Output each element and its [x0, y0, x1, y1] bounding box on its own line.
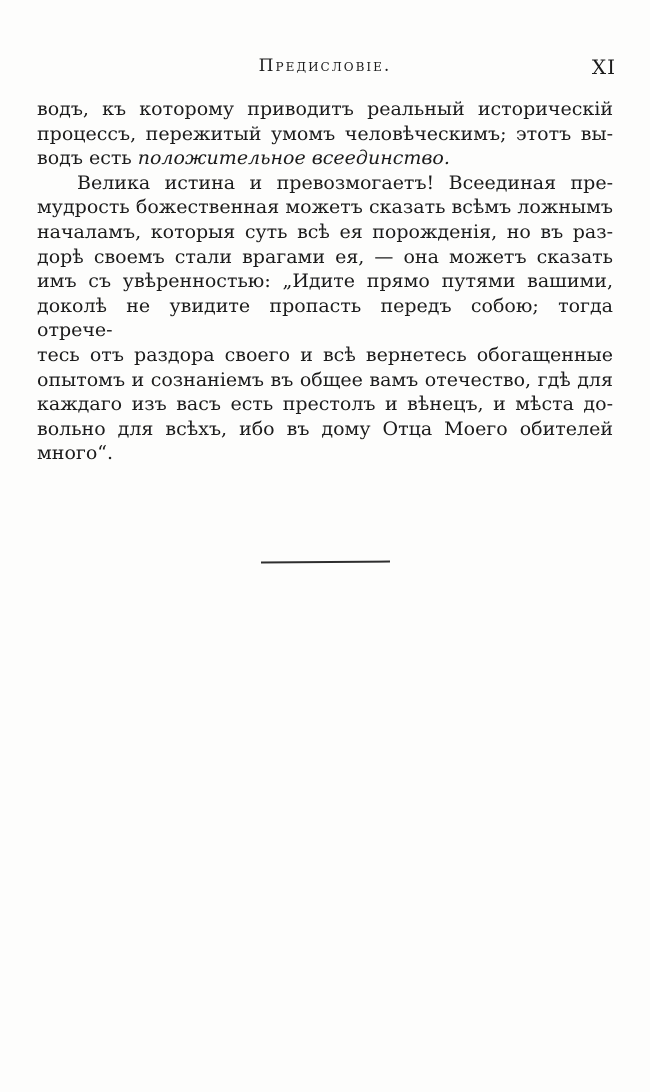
section-divider-rule [261, 561, 390, 564]
text-segment: опытомъ и сознаніемъ въ общее вамъ отечество, гдѣ для [37, 368, 613, 391]
text-line [37, 269, 613, 294]
text-segment: процессъ, пережитый умомъ человѣческимъ; этотъ вы- [37, 122, 613, 145]
running-title: Предисловіе. [258, 56, 392, 76]
text-segment: мудрость божественная можетъ сказать всѣмъ ложнымъ [37, 196, 613, 219]
text-segment: доколѣ не увидите пропасть передъ собою; тогда отрече- [37, 294, 613, 342]
page-number: XI [591, 55, 616, 79]
text-segment: началамъ, которыя суть всѣ ея порожденія, но въ раз- [37, 220, 613, 243]
text-segment: много“. [37, 442, 114, 465]
text-line [37, 441, 613, 466]
paragraph [37, 171, 613, 466]
text-segment: водъ, къ которому приводитъ реальный историческій [37, 98, 613, 120]
running-header [0, 56, 650, 78]
text-line [37, 195, 613, 220]
text-segment: Велика истина и превозмогаетъ! Всеединая пре- [77, 171, 613, 194]
text-segment: тесь отъ раздора своего и всѣ вернетесь обогащенные [37, 343, 613, 366]
text-line [37, 220, 613, 245]
text-segment: вольно для всѣхъ, ибо въ дому Отца Моего обителей [37, 417, 613, 440]
text-line [37, 122, 613, 147]
text-segment: водъ есть [37, 147, 138, 170]
text-line [37, 97, 613, 122]
text-segment: дорѣ своемъ стали врагами ея, — она можетъ сказать [37, 245, 613, 268]
paragraph [37, 97, 613, 171]
text-line [37, 171, 613, 196]
text-line [37, 294, 613, 343]
text-segment: имъ съ увѣренностью: „Идите прямо путями вашими, [37, 270, 613, 293]
text-line [37, 368, 613, 393]
text-line [37, 392, 613, 417]
text-line [37, 343, 613, 368]
text-segment: каждаго изъ васъ есть престолъ и вѣнецъ, и мѣста до- [37, 393, 613, 416]
text-line [37, 245, 613, 270]
text-line [37, 146, 613, 171]
body-text [37, 97, 613, 466]
text-line [37, 417, 613, 442]
emphasized-text: положительное всеединство. [137, 147, 450, 170]
